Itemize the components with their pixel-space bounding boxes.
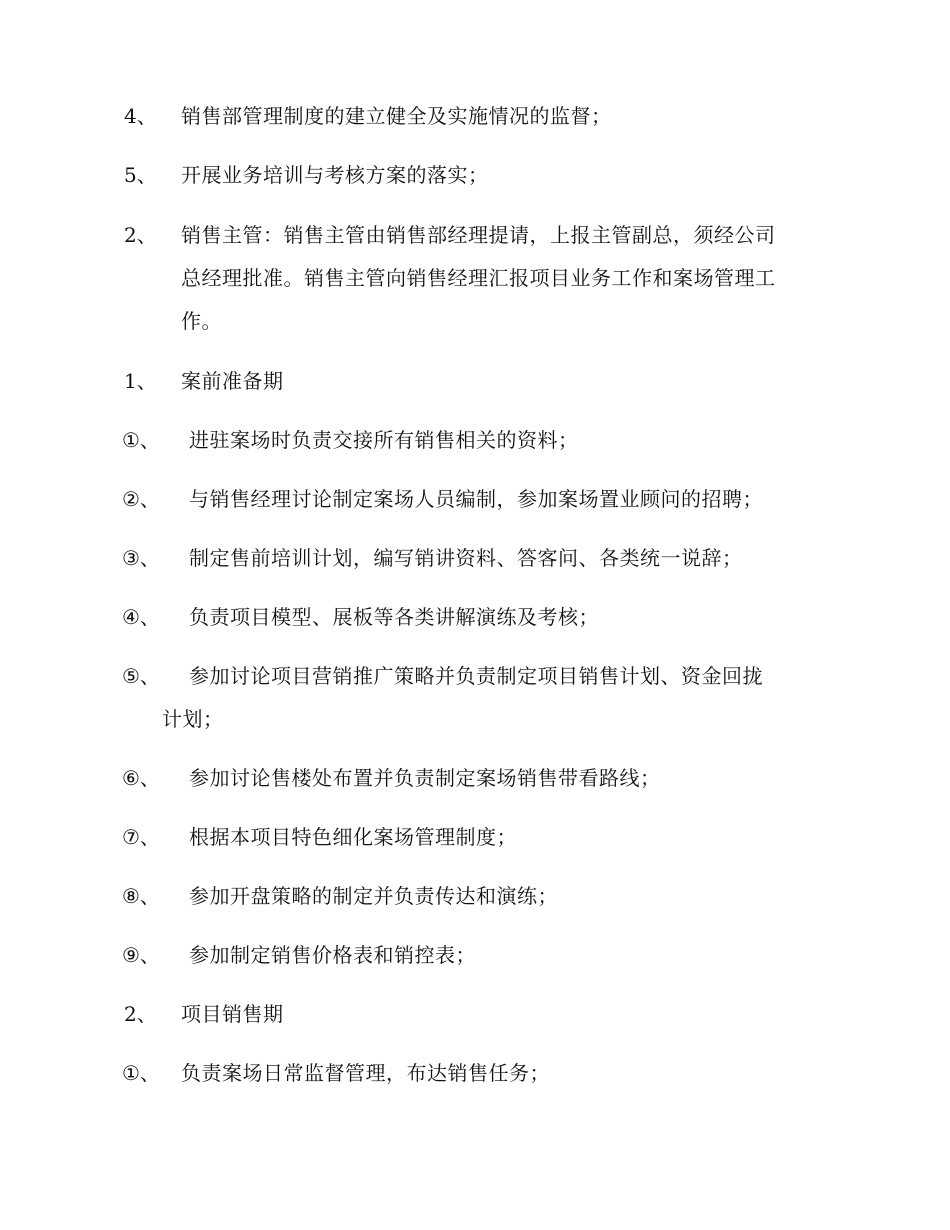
item-number: ⑨、	[122, 943, 160, 967]
item-number: ⑦、	[122, 825, 160, 849]
item-text: 参加开盘策略的制定并负责传达和演练；	[189, 884, 558, 908]
section-number: 2、	[124, 1002, 157, 1026]
item-text-continuation: 总经理批准。销售主管向销售经理汇报项目业务工作和案场管理工	[181, 266, 776, 290]
item-number: ③、	[122, 546, 160, 570]
item-number: ①、	[122, 428, 160, 452]
item-text: 负责项目模型、展板等各类讲解演练及考核；	[189, 605, 599, 629]
item-number: ⑧、	[122, 884, 160, 908]
item-text: 负责案场日常监督管理，布达销售任务；	[181, 1061, 550, 1085]
item-text: 销售部管理制度的建立健全及实施情况的监督；	[181, 104, 612, 128]
section-number: 1、	[124, 369, 157, 393]
item-text: 参加讨论售楼处布置并负责制定案场销售带看路线；	[189, 766, 661, 790]
item-number: 4、	[124, 104, 157, 128]
item-number: ①、	[122, 1061, 160, 1085]
item-text: 进驻案场时负责交接所有销售相关的资料；	[189, 428, 579, 452]
item-text: 销售主管：销售主管由销售部经理提请，上报主管副总，须经公司	[181, 223, 776, 247]
item-text: 根据本项目特色细化案场管理制度；	[189, 825, 517, 849]
section-heading: 案前准备期	[181, 369, 284, 393]
item-number: 5、	[124, 163, 157, 187]
item-text: 制定售前培训计划，编写销讲资料、答客问、各类统一说辞；	[189, 546, 743, 570]
item-number: ⑥、	[122, 766, 160, 790]
section-heading: 项目销售期	[181, 1002, 284, 1026]
item-text-continuation: 作。	[181, 309, 222, 333]
item-number: 2、	[124, 223, 157, 247]
item-text: 开展业务培训与考核方案的落实；	[181, 163, 489, 187]
item-number: ⑤、	[122, 664, 160, 688]
item-text: 参加制定销售价格表和销控表；	[189, 943, 476, 967]
item-number: ④、	[122, 605, 160, 629]
item-number: ②、	[122, 487, 160, 511]
item-text: 参加讨论项目营销推广策略并负责制定项目销售计划、资金回拢	[189, 664, 763, 688]
item-text: 与销售经理讨论制定案场人员编制，参加案场置业顾问的招聘；	[189, 487, 763, 511]
item-text-continuation: 计划；	[162, 707, 224, 731]
